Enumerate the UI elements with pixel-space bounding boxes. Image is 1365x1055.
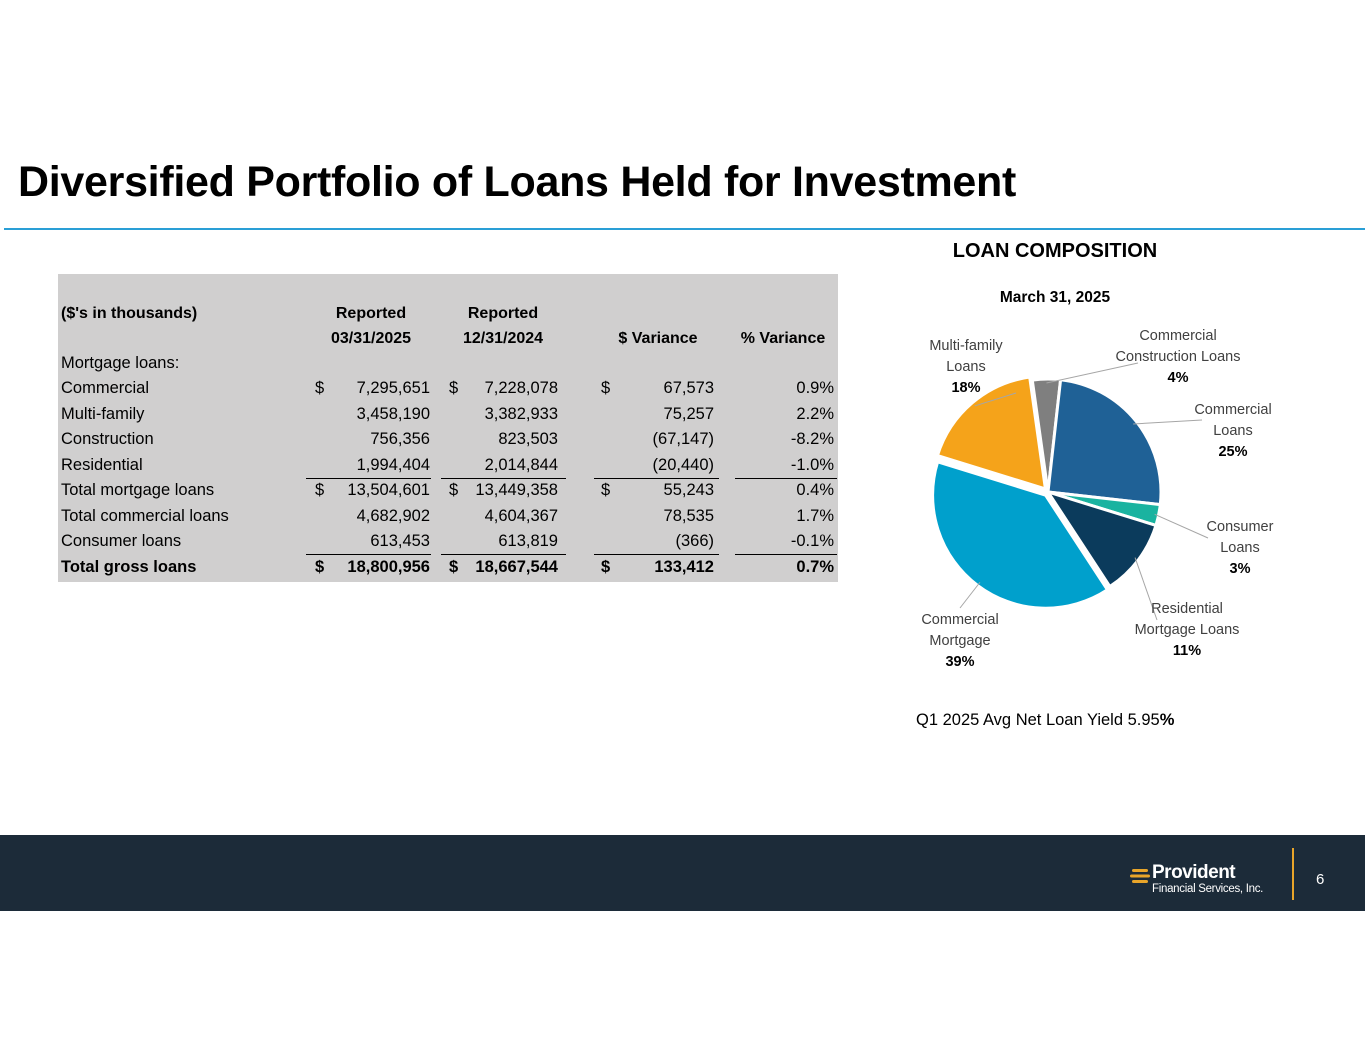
cell-v3: 78,535: [663, 506, 714, 525]
col-reported-1-line2: 03/31/2025: [330, 330, 412, 347]
cell-d3: $: [601, 557, 611, 576]
table-row: [58, 555, 838, 580]
slice-pct-label: 4%: [1167, 370, 1189, 386]
cell-d1: $: [315, 481, 325, 499]
slice-pct-label: 39%: [945, 654, 975, 670]
cell-v2: 4,604,367: [484, 506, 558, 525]
leader-line: [960, 582, 980, 608]
cell-v1: 4,682,902: [356, 506, 430, 525]
slice-pct-label: 25%: [1218, 444, 1248, 460]
rule: [306, 554, 431, 555]
section-mortgage-loans: [58, 351, 838, 376]
col-reported-1-line1: Reported: [335, 305, 407, 322]
slice-label: Loans: [946, 359, 986, 375]
leader-line: [1046, 363, 1138, 383]
cell-v1: 7,295,651: [356, 379, 430, 397]
table-row: [58, 427, 838, 452]
cell-v1: 756,356: [370, 430, 430, 448]
slice-pct-label: 3%: [1229, 561, 1251, 577]
cell-d3: $: [601, 379, 611, 397]
cell-d2: $: [449, 557, 459, 576]
slide-title: Diversified Portfolio of Loans Held for Investment: [18, 158, 1017, 206]
cell-v3: 133,412: [654, 557, 714, 576]
slice-label: Loans: [1220, 540, 1260, 556]
cell-v2: 823,503: [498, 430, 558, 448]
leader-line: [1133, 420, 1202, 424]
slice-label: Multi-family: [929, 338, 1003, 354]
cell-v2: 3,382,933: [484, 404, 558, 423]
cell-d1: $: [315, 557, 325, 576]
cell-label: Residential: [61, 455, 143, 474]
cell-v1: 3,458,190: [356, 404, 430, 423]
col-variance: $ Variance: [618, 330, 698, 347]
cell-pct: -8.2%: [790, 430, 834, 448]
table-row: [58, 376, 838, 401]
slice-pct-label: 18%: [951, 380, 981, 396]
cell-d1: $: [315, 379, 325, 397]
rule: [594, 478, 719, 479]
cell-label: Total gross loans: [61, 557, 197, 576]
cell-pct: 0.7%: [796, 557, 834, 576]
chart-title: LOAN COMPOSITION: [952, 240, 1158, 262]
slice-label: Commercial: [1139, 328, 1217, 344]
cell-v3: (366): [675, 532, 714, 550]
slice-label: Commercial: [1194, 402, 1272, 418]
cell-pct: 0.4%: [796, 481, 834, 499]
yield-note-suffix: %: [1159, 711, 1175, 729]
slice-label: Mortgage Loans: [1134, 622, 1240, 638]
rule: [441, 478, 566, 479]
page-number: 6: [1316, 871, 1325, 888]
loan-composition-pie: [880, 320, 1320, 710]
footer-divider: [1292, 848, 1294, 900]
cell-pct: 1.7%: [796, 506, 834, 525]
rule: [735, 478, 837, 479]
section-label: Mortgage loans:: [61, 354, 180, 372]
rule: [441, 554, 566, 555]
cell-label: Total mortgage loans: [61, 481, 215, 499]
slice-pct-label: 11%: [1172, 643, 1202, 659]
cell-v2: 2,014,844: [484, 455, 558, 474]
table-row: [58, 453, 838, 478]
table-row: [58, 478, 838, 503]
slice-label: Residential: [1151, 601, 1223, 617]
rule: [735, 554, 837, 555]
col-pct-variance: % Variance: [740, 330, 826, 347]
cell-d3: $: [601, 481, 611, 499]
cell-label: Total commercial loans: [61, 506, 229, 525]
cell-v1: 1,994,404: [356, 455, 430, 474]
cell-v2: 13,449,358: [475, 481, 558, 499]
slice-label: Loans: [1213, 423, 1253, 439]
cell-label: Multi-family: [61, 404, 145, 423]
cell-pct: 2.2%: [796, 404, 834, 423]
slice-label: Mortgage: [929, 633, 991, 649]
title-divider: [4, 228, 1365, 230]
slice-label: Commercial: [921, 612, 999, 628]
cell-v3: (67,147): [652, 430, 714, 448]
cell-pct: 0.9%: [796, 379, 834, 397]
cell-label: Construction: [61, 430, 154, 448]
chart-subtitle: March 31, 2025: [999, 289, 1111, 306]
cell-v1: 13,504,601: [347, 481, 430, 499]
yield-note-text: Q1 2025 Avg Net Loan Yield 5.95: [916, 711, 1160, 729]
cell-v2: 613,819: [498, 532, 558, 550]
table-units-header: ($'s in thousands): [61, 305, 198, 322]
col-reported-2-line2: 12/31/2024: [462, 330, 544, 347]
cell-v2: 18,667,544: [475, 557, 558, 576]
logo-wordmark: Provident: [1152, 862, 1236, 883]
cell-v3: 67,573: [663, 379, 714, 397]
table-row: [58, 504, 838, 529]
yield-note: [916, 711, 1174, 730]
cell-v2: 7,228,078: [484, 379, 558, 397]
rule: [594, 554, 719, 555]
cell-v1: 18,800,956: [347, 557, 430, 576]
table-row: [58, 402, 838, 427]
slice-label: Consumer: [1206, 519, 1274, 535]
leader-line: [1155, 514, 1208, 538]
cell-v3: 75,257: [663, 404, 714, 423]
cell-label: Commercial: [61, 379, 150, 397]
cell-d2: $: [449, 481, 459, 499]
logo-subtitle: Financial Services, Inc.: [1152, 883, 1264, 895]
cell-v1: 613,453: [370, 532, 430, 550]
cell-v3: 55,243: [663, 481, 714, 499]
cell-d2: $: [449, 379, 459, 397]
cell-pct: -1.0%: [790, 455, 834, 474]
cell-label: Consumer loans: [61, 532, 182, 550]
slice-label: Construction Loans: [1115, 349, 1241, 365]
table-row: [58, 529, 838, 554]
loans-table: [58, 274, 838, 582]
col-reported-2-line1: Reported: [467, 305, 539, 322]
provident-logo-icon: [1130, 866, 1150, 886]
rule: [306, 478, 431, 479]
pie-slice: [1048, 380, 1161, 505]
cell-pct: -0.1%: [790, 532, 834, 550]
cell-v3: (20,440): [652, 455, 714, 474]
